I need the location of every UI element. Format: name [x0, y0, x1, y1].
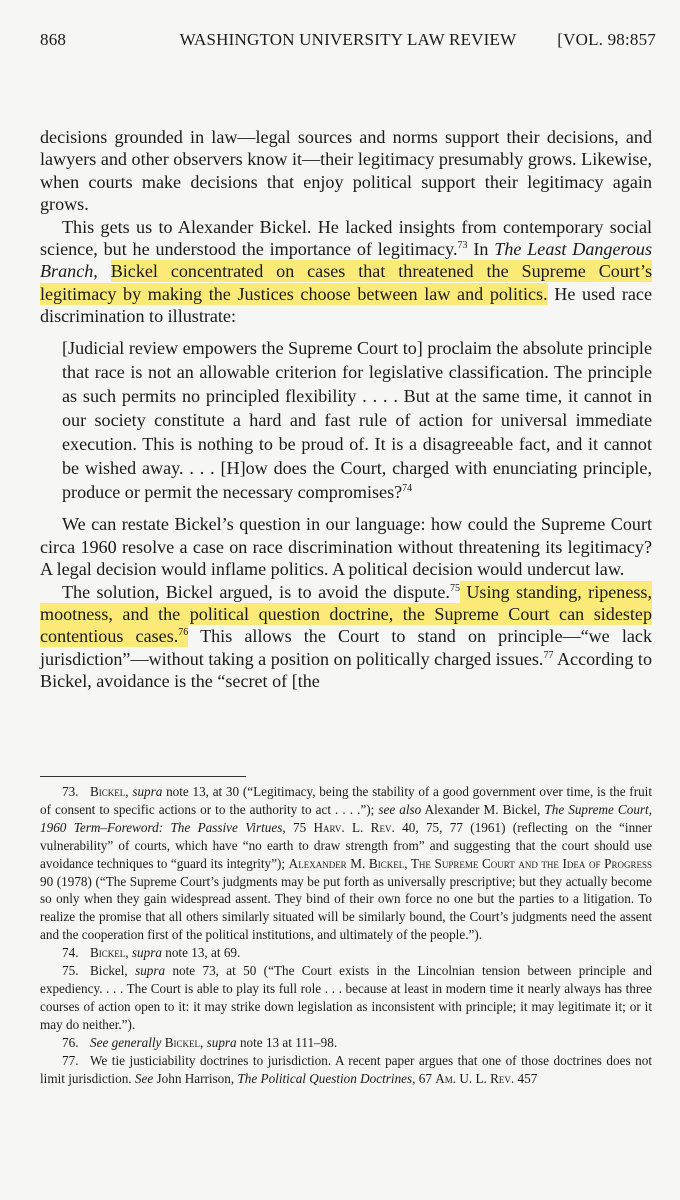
highlighted-passage-2-text: Using standing, ripeness, mootness, and the political question doctrine, the Supreme Court can sidestep contentious cases.	[40, 581, 652, 647]
footnote-text: Am. U. L. Rev.	[435, 1070, 515, 1086]
footnote-74	[40, 944, 652, 962]
footnote-text: supra	[135, 963, 166, 979]
volume-citation: [VOL. 98:857	[557, 30, 656, 49]
paragraph-2-text: This gets us to Alexander Bickel. He lacked insights from contemporary social science, but he understood the importance of legitimacy.	[40, 216, 652, 260]
footnote-text: The Political Question Doctrines	[237, 1070, 413, 1086]
paragraph-3: We can restate Bickel’s question in our language: how could the Supreme Court circa 1960 resolve a case on race discrimination without threatening its legitimacy? A legal decision would inflame politics. A political decision would undercut law.	[40, 514, 652, 580]
footnote-text: ,	[125, 945, 132, 961]
paragraph-2	[40, 216, 652, 328]
footnote-text: , 67	[412, 1070, 436, 1086]
footnote-text: supra	[132, 784, 163, 799]
footnote-text: Alexander M. Bickel,	[421, 801, 545, 817]
paragraph-2-text: He used race discrimination to illustrate:	[40, 283, 652, 327]
footnote-ref-76[interactable]: 76	[178, 627, 189, 639]
footnote-text: Harv. L. Rev.	[313, 819, 395, 835]
footnote-number: 75.	[62, 963, 79, 979]
footnote-text: John Harrison,	[153, 1070, 238, 1086]
footnote-text: 90 (1978) (“The Supreme Court’s judgments may be put forth as universally prescriptive; but they actually become so only when they gain widespread assent. They bind of their own force no one but the parties to a litigation. To realize the promise that all others similarly situated will be similarly bound, the Court’s judgments need the assent and the cooperation first of the political institutions, and ultimately of the people.”).	[40, 873, 652, 943]
footnote-75	[40, 962, 652, 1034]
footnote-text: see also	[378, 801, 422, 817]
footnote-text: We tie justiciability doctrines to jurisdiction. A recent paper argues that one of those doctrines does not limit jurisdiction.	[40, 1052, 652, 1086]
footnote-ref-77[interactable]: 77	[543, 649, 554, 661]
paragraph-2-text: ,	[93, 261, 111, 282]
footnote-text: ,	[200, 1034, 207, 1050]
footnote-number: 73.	[62, 784, 79, 799]
footnote-text: ,	[125, 784, 133, 799]
block-quote-text: [Judicial review empowers the Supreme Court to] proclaim the absolute principle that race is not an allowable criterion for legislative classification. The principle as such permits no principled flexibility . . . . But at the same time, it cannot in our society constitute a hard and fast rule of action for universal immediate execution. This is nothing to be proud of. It is a disagreeable fact, and it cannot be wished away. . . . [H]ow does the Court, charged with enunciating principle, produce or permit the necessary compromises?	[62, 337, 652, 503]
footnote-text: supra	[131, 945, 162, 961]
footnote-text: Alexander M. Bickel, The Supreme Court and the Idea of Progress	[288, 855, 652, 871]
highlighted-passage-1: Bickel concentrated on cases that threatened the Supreme Court’s legitimacy by making the Justices choose between law and politics.	[40, 261, 653, 304]
footnotes	[40, 783, 652, 1087]
footnote-text: Bickel,	[90, 963, 136, 979]
footnote-77	[40, 1052, 652, 1088]
footnote-text: See generally	[90, 1034, 162, 1050]
paragraph-4-text: According to Bickel, avoidance is the “secret of [the	[40, 648, 652, 692]
footnote-divider	[40, 776, 246, 777]
footnote-text: Bickel	[164, 1034, 200, 1050]
footnote-76	[40, 1034, 652, 1052]
paragraph-4-text: The solution, Bickel argued, is to avoid the dispute.	[62, 581, 450, 602]
footnote-text: , 75	[282, 819, 314, 835]
footnote-text: Bickel	[90, 784, 126, 799]
footnote-text: supra	[206, 1034, 237, 1050]
paragraph-4	[40, 581, 652, 693]
footnote-number: 76.	[62, 1034, 79, 1050]
footnote-text: 457	[514, 1070, 538, 1086]
main-text	[40, 126, 652, 693]
footnote-text: note 13 at 111–98.	[236, 1034, 338, 1050]
footnote-text: Bickel	[90, 945, 126, 961]
footnote-text: note 73, at 50 (“The Court exists in the Lincolnian tension between principle and expediency. . . . The Court is able to play its full role . . . because at least in modern time it nearly always has three courses of action open to it: it may strike down legislation as inconsistent with principle; it may legitimate it; or it may do neither.”).	[40, 963, 652, 1032]
footnote-ref-73[interactable]: 73	[457, 240, 468, 252]
paragraph-1: decisions grounded in law—legal sources and norms support their decisions, and lawyers and other observers know it—their legitimacy presumably grows. Likewise, when courts make decisions that enjoy political support their legitimacy again grows.	[40, 127, 652, 215]
footnote-ref-75[interactable]: 75	[449, 582, 460, 594]
paragraph-4-text: This allows the Court to stand on principle—“we lack jurisdiction”—without taking a position on politically charged issues.	[40, 626, 652, 669]
footnote-text: 40, 75, 77 (1961) (reflecting on the “inner vulnerability” of courts, which have “no earth to draw strength from” and suggesting that the court should use avoidance techniques to “guard its integrity”);	[40, 819, 653, 871]
page-number: 868	[40, 30, 67, 49]
footnote-text: The Supreme Court, 1960 Term–Foreword: The Passive Virtues	[40, 801, 653, 835]
footnote-text: See	[134, 1070, 154, 1086]
journal-title: WASHINGTON UNIVERSITY LAW REVIEW	[179, 30, 517, 49]
footnote-73	[40, 783, 652, 944]
footnote-ref-74[interactable]: 74	[402, 483, 413, 495]
footnote-number: 77.	[62, 1052, 79, 1068]
footnote-number: 74.	[62, 945, 79, 961]
footnote-text: note 13, at 30 (“Legitimacy, being the stability of a good government over time, is the fruit of consent to specific actions or to the authority to act . . . .”);	[40, 784, 653, 817]
block-quote	[62, 336, 652, 505]
footnote-text: note 13, at 69.	[161, 945, 241, 961]
book-title: The Least Dangerous Branch	[40, 239, 653, 282]
paragraph-2-text: In	[467, 239, 495, 260]
